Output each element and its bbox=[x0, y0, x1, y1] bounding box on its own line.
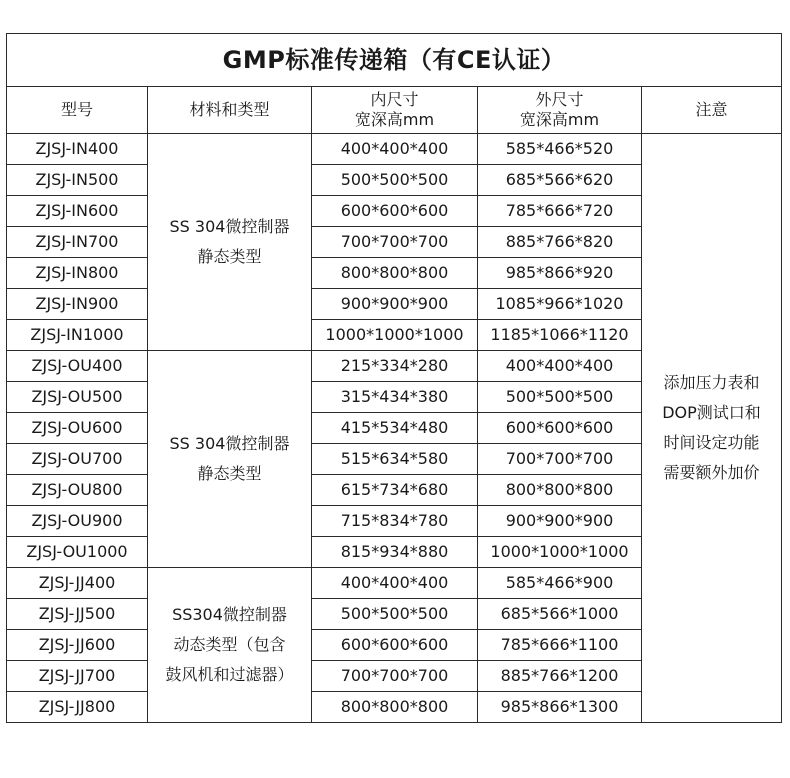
material-line: SS304微控制器 bbox=[172, 605, 287, 624]
header-outer-line1: 外尺寸 bbox=[535, 90, 584, 109]
header-inner-line2: 宽深高mm bbox=[354, 110, 435, 129]
inner-size-cell: 415*534*480 bbox=[312, 413, 478, 444]
inner-size-cell: 900*900*900 bbox=[312, 289, 478, 320]
header-inner-line1: 内尺寸 bbox=[370, 90, 419, 109]
material-line: 静态类型 bbox=[197, 464, 262, 483]
model-cell: ZJSJ-JJ800 bbox=[7, 692, 148, 723]
inner-size-cell: 600*600*600 bbox=[312, 630, 478, 661]
outer-size-cell: 400*400*400 bbox=[478, 351, 642, 382]
inner-size-cell: 815*934*880 bbox=[312, 537, 478, 568]
model-cell: ZJSJ-IN700 bbox=[7, 227, 148, 258]
header-model: 型号 bbox=[7, 87, 148, 134]
outer-size-cell: 700*700*700 bbox=[478, 444, 642, 475]
header-outer-line2: 宽深高mm bbox=[519, 110, 600, 129]
note-line: DOP测试口和 bbox=[662, 403, 761, 422]
outer-size-cell: 800*800*800 bbox=[478, 475, 642, 506]
model-cell: ZJSJ-OU600 bbox=[7, 413, 148, 444]
table-row bbox=[7, 134, 782, 165]
material-line: 静态类型 bbox=[197, 247, 262, 266]
header-outer-size bbox=[478, 87, 642, 134]
outer-size-cell: 685*566*620 bbox=[478, 165, 642, 196]
outer-size-cell: 985*866*1300 bbox=[478, 692, 642, 723]
model-cell: ZJSJ-IN500 bbox=[7, 165, 148, 196]
outer-size-cell: 785*666*720 bbox=[478, 196, 642, 227]
inner-size-cell: 400*400*400 bbox=[312, 134, 478, 165]
model-cell: ZJSJ-JJ600 bbox=[7, 630, 148, 661]
table-body bbox=[7, 134, 782, 723]
inner-size-cell: 215*334*280 bbox=[312, 351, 478, 382]
material-line: SS 304微控制器 bbox=[169, 217, 290, 236]
inner-size-cell: 1000*1000*1000 bbox=[312, 320, 478, 351]
outer-size-cell: 885*766*1200 bbox=[478, 661, 642, 692]
material-line: 动态类型（包含 bbox=[173, 635, 286, 654]
inner-size-cell: 800*800*800 bbox=[312, 258, 478, 289]
note-line: 时间设定功能 bbox=[663, 433, 760, 452]
model-cell: ZJSJ-JJ700 bbox=[7, 661, 148, 692]
spec-table bbox=[6, 33, 782, 723]
note-cell bbox=[642, 134, 782, 723]
outer-size-cell: 600*600*600 bbox=[478, 413, 642, 444]
outer-size-cell: 685*566*1000 bbox=[478, 599, 642, 630]
inner-size-cell: 315*434*380 bbox=[312, 382, 478, 413]
inner-size-cell: 600*600*600 bbox=[312, 196, 478, 227]
inner-size-cell: 700*700*700 bbox=[312, 227, 478, 258]
outer-size-cell: 785*666*1100 bbox=[478, 630, 642, 661]
inner-size-cell: 615*734*680 bbox=[312, 475, 478, 506]
table-title: GMP标准传递箱（有CE认证） bbox=[7, 34, 782, 87]
material-cell bbox=[148, 351, 312, 568]
model-cell: ZJSJ-JJ500 bbox=[7, 599, 148, 630]
note-line: 添加压力表和 bbox=[663, 373, 760, 392]
inner-size-cell: 715*834*780 bbox=[312, 506, 478, 537]
inner-size-cell: 700*700*700 bbox=[312, 661, 478, 692]
inner-size-cell: 500*500*500 bbox=[312, 599, 478, 630]
model-cell: ZJSJ-OU500 bbox=[7, 382, 148, 413]
header-note: 注意 bbox=[642, 87, 782, 134]
model-cell: ZJSJ-IN1000 bbox=[7, 320, 148, 351]
inner-size-cell: 515*634*580 bbox=[312, 444, 478, 475]
inner-size-cell: 500*500*500 bbox=[312, 165, 478, 196]
outer-size-cell: 1185*1066*1120 bbox=[478, 320, 642, 351]
model-cell: ZJSJ-IN400 bbox=[7, 134, 148, 165]
model-cell: ZJSJ-OU1000 bbox=[7, 537, 148, 568]
inner-size-cell: 400*400*400 bbox=[312, 568, 478, 599]
model-cell: ZJSJ-OU800 bbox=[7, 475, 148, 506]
outer-size-cell: 885*766*820 bbox=[478, 227, 642, 258]
header-material: 材料和类型 bbox=[148, 87, 312, 134]
material-line: SS 304微控制器 bbox=[169, 434, 290, 453]
model-cell: ZJSJ-OU900 bbox=[7, 506, 148, 537]
model-cell: ZJSJ-OU700 bbox=[7, 444, 148, 475]
outer-size-cell: 985*866*920 bbox=[478, 258, 642, 289]
model-cell: ZJSJ-OU400 bbox=[7, 351, 148, 382]
model-cell: ZJSJ-IN800 bbox=[7, 258, 148, 289]
note-line: 需要额外加价 bbox=[663, 463, 760, 482]
model-cell: ZJSJ-IN900 bbox=[7, 289, 148, 320]
outer-size-cell: 500*500*500 bbox=[478, 382, 642, 413]
material-cell bbox=[148, 568, 312, 723]
material-line: 鼓风机和过滤器） bbox=[165, 665, 294, 684]
outer-size-cell: 900*900*900 bbox=[478, 506, 642, 537]
outer-size-cell: 585*466*520 bbox=[478, 134, 642, 165]
material-cell bbox=[148, 134, 312, 351]
outer-size-cell: 1085*966*1020 bbox=[478, 289, 642, 320]
inner-size-cell: 800*800*800 bbox=[312, 692, 478, 723]
outer-size-cell: 585*466*900 bbox=[478, 568, 642, 599]
outer-size-cell: 1000*1000*1000 bbox=[478, 537, 642, 568]
model-cell: ZJSJ-JJ400 bbox=[7, 568, 148, 599]
model-cell: ZJSJ-IN600 bbox=[7, 196, 148, 227]
header-inner-size bbox=[312, 87, 478, 134]
